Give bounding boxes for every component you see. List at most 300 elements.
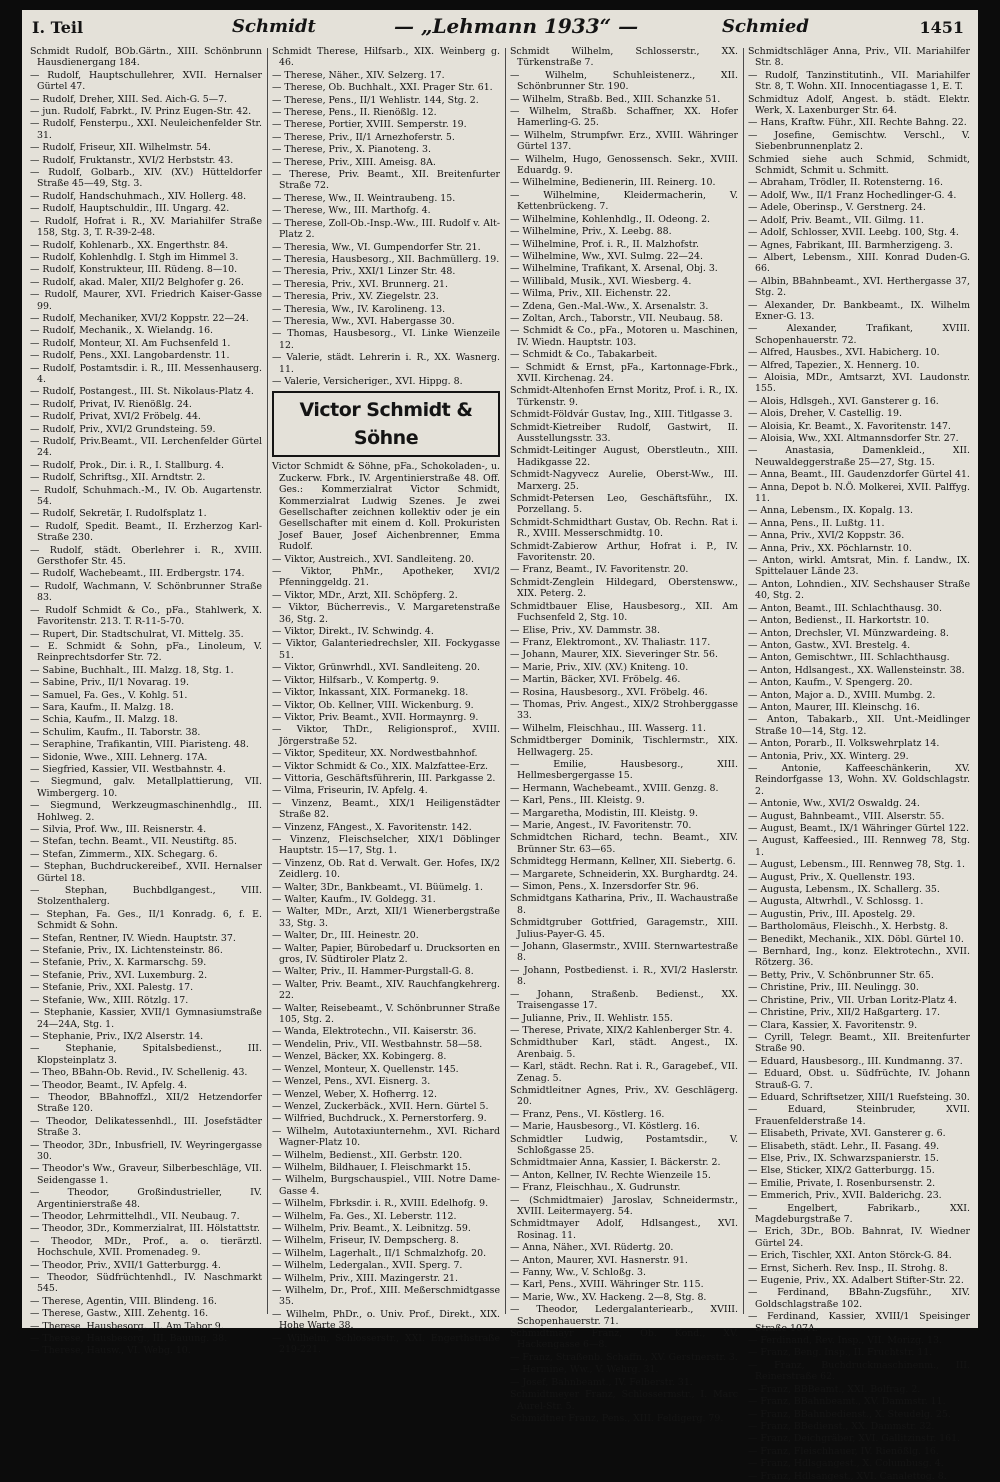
directory-entry: — Eduard, Obst. u. Südfrüchte, IV. Johann Strauß-G. 7. xyxy=(748,1068,970,1091)
directory-entry: — August, Lebensm., III. Rennweg 78, Stg. 1. xyxy=(748,859,966,871)
directory-entry: — Vinzenz, FAngest., X. Favoritenstr. 142. xyxy=(272,821,472,833)
directory-entry: — Sabine, Buchhalt., III. Malzg. 18, Stg. 1. xyxy=(30,664,234,676)
directory-entry: — Therese, Priv., XIII. Ameisg. 8A. xyxy=(272,156,436,168)
directory-entry: — Wilhelm, Schuhleistenerz., XII. Schönbrunner Str. 190. xyxy=(510,69,738,93)
directory-entry: — Therese, Hausw., VI. Webg. 10. xyxy=(30,1345,191,1357)
directory-entry: — Anna, Lebensm., IX. Kopalg. 13. xyxy=(748,505,913,517)
directory-entry: — Eduard, Steinbruder, XVII. Frauenfelderstraße 14. xyxy=(748,1104,970,1127)
directory-entry: Schmied siehe auch Schmid, Schmidt, Schmidt, Schmit u. Schmitt. xyxy=(748,153,970,177)
directory-entry: — Stephan, Buchbdlgangest., VIII. Stolzenthalerg. xyxy=(30,885,262,908)
directory-entry: — Stefanie, Priv., IX. Lichtensteinstr. 86. xyxy=(30,945,223,957)
directory-entry: — Aloisia, Ww., XXI. Altmannsdorfer Str. 27. xyxy=(748,433,959,444)
directory-entry: — Betty, Priv., V. Schönbrunner Str. 65. xyxy=(748,969,934,981)
directory-entry: — Rudolf, Pens., XXI. Langobardenstr. 11. xyxy=(30,350,230,362)
directory-entry: — Christine, Priv., XII/2 Haßgarterg. 17. xyxy=(748,1007,941,1019)
directory-entry: — Franz, Pens., VI. Köstlerg. 16. xyxy=(510,1108,665,1120)
directory-entry: — Marie, Hausbesorg., VI. Köstlerg. 16. xyxy=(510,1121,700,1133)
directory-entry: Schmidtuz Adolf, Angest. b. städt. Elektr. Werk, X. Laxenburger Str. 64. xyxy=(748,93,970,117)
directory-entry: — Anna, Depot b. N.Ö. Molkerei, XVII. Palffyg. 11. xyxy=(748,481,970,505)
directory-entry: — Else, Sticker, XIX/2 Gatterburgg. 15. xyxy=(748,1165,935,1177)
directory-entry: — Stephanie, Priv., IX/2 Alserstr. 14. xyxy=(30,1030,204,1042)
directory-entry: — Theodor, BBahnoffzl., XII/2 Hetzendorfer Straße 120. xyxy=(30,1091,262,1115)
directory-entry: — Adele, Oberinsp., V. Gerstnerg. 24. xyxy=(748,202,926,214)
directory-entry: — Viktor, MDr., Arzt, XII. Schöpferg. 2. xyxy=(272,589,458,601)
directory-entry: Schmidtner Franz, Pens., XIII. Feldigerg. 79. xyxy=(510,1412,724,1424)
directory-entry: — Adolf, Ww., II/1 Franz Hochedlinger-G. 4. xyxy=(748,189,957,201)
directory-entry: — Viktor, Austreich., XVI. Sandleiteng. 20. xyxy=(272,553,475,565)
directory-entry: — Wilhelm, Hugo, Genossensch. Sekr., XVIII. Eduardg. 9. xyxy=(510,153,738,177)
directory-entry: — August, Beamt., IX/1 Währinger Gürtel 122. xyxy=(748,823,969,834)
directory-entry: — Stephanie, Spitalsbedienst., III. Klopsteinplatz 3. xyxy=(30,1043,262,1066)
directory-entry: — Rudolf, Hauptschuldir., III. Ungarg. 42. xyxy=(30,203,230,215)
directory-entry: — Therese, Priv., X. Pianoteng. 3. xyxy=(272,144,431,156)
directory-entry: — Valerie, Versicheriger., XVI. Hippg. 8. xyxy=(272,375,463,387)
directory-entry: — Wilhelm, Bedienst., XII. Gerbstr. 120. xyxy=(272,1149,463,1161)
directory-entry: — Bartholomäus, Fleischh., X. Herbstg. 8. xyxy=(748,921,949,933)
directory-entry: Victor Schmidt & Söhne, pFa., Schokoladen-, u. Zuckerw. Fbrk., IV. Argentinierstraße 48. Off. Ges.: Kommerzialrat Victor Schmidt, Kommerzialrat Ludwig Szenes. Je zwei Gesellschafter zeichnen kollektiv oder je ein Gesellschafter mit einem d. Koll. Prokuristen Josef Bauer, Josef Aichenbrenner, Emma Rudolf. xyxy=(272,461,500,553)
directory-entry: — Stephan, Buchdruckereibef., XVII. Hernalser Gürtel 18. xyxy=(30,861,262,884)
directory-entry: — Theodor, Lehrmittelhdl., VII. Neubaug. 7. xyxy=(30,1211,240,1222)
directory-entry: — Rudolf, Friseur, XII. Wilhelmstr. 54. xyxy=(30,142,211,154)
directory-entry: — Rudolf, Privat, XVI/2 Fröbelg. 44. xyxy=(30,411,201,423)
directory-entry: Schmidtleitner Agnes, Priv., XV. Geschlägerg. 20. xyxy=(510,1084,738,1108)
directory-entry: — Theodor, 3Dr., Kommerzialrat, III. Hölstattstr. xyxy=(30,1223,260,1235)
directory-entry: — Wenzel, Zuckerbäck., XVII. Hern. Gürtel 5. xyxy=(272,1100,489,1112)
directory-entry: — Christine, Priv., III. Neulingg. 30. xyxy=(748,982,919,994)
directory-entry: — Viktor, Bücherrevis., V. Margaretenstraße 36, Stg. 2. xyxy=(272,602,500,625)
directory-entry: — August, Bahnbeamt., VIII. Alserstr. 55. xyxy=(748,810,945,822)
directory-entry: — Wilhelm, Dr., Prof., XIII. Meßerschmidtgasse 35. xyxy=(272,1285,500,1308)
header-right-name: Schmied xyxy=(722,16,809,37)
directory-entry: — Anna, Pens., II. Lußtg. 11. xyxy=(748,517,885,529)
directory-entry: — Rudolf, Wachebeamt., III. Erdbergstr. 174. xyxy=(30,568,245,580)
directory-entry: — Zoltan, Arch., Taborstr., VII. Neubaug. 58. xyxy=(510,312,723,324)
directory-entry: — Wilhelm, Straßb. Schaffner, XX. Hofer Hamerling-G. 25. xyxy=(510,106,738,129)
directory-entry: — Johann, Glasermstr., XVIII. Sternwartestraße 8. xyxy=(510,941,738,964)
directory-entry: — Clara, Kassier, X. Favoritenstr. 9. xyxy=(748,1019,918,1031)
directory-entry: — Theresia, Ww., XVI. Habergasse 30. xyxy=(272,315,455,327)
directory-entry: — Stefan, Rentner, IV. Wiedn. Hauptstr. 37. xyxy=(30,932,236,944)
directory-entry: — Rudolf, Hauptschullehrer, XVII. Hernalser Gürtel 47. xyxy=(30,69,262,93)
directory-entry: — Anton, wirkl. Amtsrat, Min. f. Landw., IX. Spittelauer Lände 23. xyxy=(748,555,970,578)
directory-entry: — Therese, Portier, XVIII. Semperstr. 19. xyxy=(272,119,467,131)
directory-entry: — Wilhelm, Fbrksdir. i. R., XVIII. Edelhofg. 9. xyxy=(272,1198,489,1210)
directory-entry: — Rudolf, Wachmann, V. Schönbrunner Straße 83. xyxy=(30,580,262,604)
directory-entry: — Anton, Drechsler, VI. Münzwardeing. 8. xyxy=(748,627,949,639)
column-1 xyxy=(30,46,262,1357)
directory-entry: — Viktor, Galanteriedrechsler, XII. Fockygasse 51. xyxy=(272,638,500,661)
directory-entry: Schmidtchen Richard, techn. Beamt., XIV. Brünner Str. 63—65. xyxy=(510,832,738,855)
directory-entry: — Rudolf, Schuhmach.-M., IV. Ob. Augartenstr. 54. xyxy=(30,484,262,508)
header-title: — „Lehmann 1933“ — xyxy=(394,14,639,38)
directory-entry: — Rudolf, Spedit. Beamt., II. Erzherzog Karl-Straße 230. xyxy=(30,520,262,544)
directory-entry: Schmidtegg Hermann, Kellner, XII. Siebertg. 6. xyxy=(510,856,736,868)
directory-entry: — Wilhelm, Schlosserstr., XXI. Engerthstraße 219-221. xyxy=(272,1332,500,1356)
directory-entry: Schmidt-Zabierow Arthur, Hofrat i. P., IV. Favoritenstr. 20. xyxy=(510,540,738,564)
directory-entry: — Walter, Dr., III. Heinestr. 20. xyxy=(272,930,419,942)
directory-entry: — Therese, Pens., II. Rienößlg. 12. xyxy=(272,107,437,119)
directory-entry: — Wilhelmine, Trafikant, X. Arsenal, Obj. 3. xyxy=(510,263,718,275)
directory-entry: — Anton, Kaufm., V. Spengerg. 20. xyxy=(748,677,913,689)
directory-entry: — Vilma, Friseurin, IV. Apfelg. 4. xyxy=(272,785,428,797)
directory-entry: — Theodor, Südfrüchtenhdl., IV. Naschmarkt 545. xyxy=(30,1272,262,1295)
directory-entry: Schmidt-Leitinger August, Oberstleutn., XIII. Hadikgasse 22. xyxy=(510,445,738,468)
directory-entry: Schmidt Therese, Hilfsarb., XIX. Weinberg g. 46. xyxy=(272,46,500,69)
directory-entry: — Wilhelm, Fleischhau., III. Wasserg. 11. xyxy=(510,722,707,734)
directory-entry: — Walter, Priv., II. Hammer-Purgstall-G. 8. xyxy=(272,966,474,978)
directory-entry: — Franz, Hdlsangest., XVI. Canalettog. 8. xyxy=(748,1470,947,1482)
directory-entry: — Theodor, Ledergalanteriearb., XVIII. Schopenhauerstr. 71. xyxy=(510,1304,738,1327)
directory-entry: — Wilma, Priv., XII. Eichenstr. 22. xyxy=(510,288,671,300)
directory-entry: Schmidt-Altenhofen Ernst Moritz, Prof. i. R., IX. Türkenstr. 9. xyxy=(510,385,738,408)
directory-entry: — Josefine, Gemischtw. Verschl., V. Siebenbrunnenplatz 2. xyxy=(748,129,970,153)
directory-entry: — Antonie, Kaffeeschänkerin, XV. Reindorfgasse 13, Wohn. XV. Goldschlagstr. 2. xyxy=(748,762,970,797)
directory-entry: — Anton, Gastw., XVI. Brestelg. 4. xyxy=(748,639,911,651)
directory-entry: — Franz, Elektromont., XV. Thaliastr. 117. xyxy=(510,636,711,648)
directory-entry: — Alois, Dreher, V. Castellig. 19. xyxy=(748,408,902,420)
directory-entry: — Anna, Näher., XVI. Rüdertg. 20. xyxy=(510,1242,674,1254)
directory-entry: — Emmerich, Priv., XVII. Balderichg. 23. xyxy=(748,1190,942,1202)
directory-entry: — Elise, Priv., XV. Dammstr. 38. xyxy=(510,624,660,636)
directory-entry: — Ferdinand, Kassier, XVIII/1 Speisinger Straße 107A. xyxy=(748,1311,970,1334)
directory-entry: — Silvia, Prof. Ww., III. Reisnerstr. 4. xyxy=(30,824,207,835)
directory-entry: — Theodor, MDr., Prof., a. o. tierärztl. Hochschule, XVII. Promenadeg. 9. xyxy=(30,1235,262,1259)
directory-entry: — Adolf, Priv. Beamt., VII. Gilmg. 11. xyxy=(748,214,924,226)
directory-entry: — Rudolf, Konstrukteur, III. Rüdeng. 8—10. xyxy=(30,264,238,276)
directory-entry: — Franz, Straßenb. Schaffn., XV. Gerstnerstr. 3. xyxy=(510,1351,738,1363)
directory-entry: — Wilhelm, Burgschauspiel., VIII. Notre Dame-Gasse 4. xyxy=(272,1174,500,1197)
directory-entry: — Antonia, Priv., XX. Winterg. 29. xyxy=(748,750,909,762)
directory-entry: — Schmidt & Co., pFa., Motoren u. Maschinen, IV. Wiedn. Hauptstr. 103. xyxy=(510,325,738,348)
page-header xyxy=(22,10,978,44)
directory-entry: — Franz, Fleischhau., X. Gudrunstr. xyxy=(510,1182,681,1194)
directory-entry: — Karl, Pens., III. Kleistg. 9. xyxy=(510,795,645,807)
directory-entry: — Rudolf, Hofrat i. R., XV. Mariahilfer Straße 158, Stg. 3, T. R-39-2-48. xyxy=(30,215,262,239)
directory-entry: — Rudolf, Monteur, XI. Am Fuchsenfeld 1. xyxy=(30,337,231,349)
directory-entry: — Augusta, Altwrhdl., V. Schlossg. 1. xyxy=(748,896,924,908)
directory-entry: — Wilhelmine, Kohlenhdlg., II. Odeong. 2. xyxy=(510,213,711,225)
directory-entry: — Julianne, Priv., II. Wehlistr. 155. xyxy=(510,1012,673,1024)
directory-entry: — Wenzel, Pens., XVI. Eisnerg. 3. xyxy=(272,1076,431,1088)
directory-entry: — Wilhelmine, Prof. i. R., II. Malzhofstr. xyxy=(510,238,699,250)
directory-entry: — Viktor, Spediteur, XX. Nordwestbahnhof. xyxy=(272,748,478,760)
directory-entry: — Rudolf, Handschuhmach., XIV. Hollerg. 48. xyxy=(30,190,247,202)
directory-entry: — Theresia, Priv., XVI. Brunnerg. 21. xyxy=(272,278,448,290)
directory-entry: — Franz, Buchdruckmaschinenm., III. Reinerstraße 62. xyxy=(748,1359,970,1383)
directory-entry: — Viktor, Ob. Kellner, VIII. Wickenburg. 9. xyxy=(272,699,474,711)
column-rule xyxy=(743,48,744,1314)
directory-entry: — Theodor, Priv., XVII/1 Gatterburgg. 4. xyxy=(30,1259,221,1271)
directory-entry: — Rudolf, Kohlenarb., XX. Engerthstr. 84. xyxy=(30,239,229,251)
directory-entry: — Theodor, Delikatessenhdl., III. Josefstädter Straße 3. xyxy=(30,1115,262,1139)
directory-entry: — Wendelin, Priv., VII. Westbahnstr. 58—58. xyxy=(272,1038,483,1050)
directory-entry: — Engelbert, Fabrikarb., XXI. Magdeburgstraße 7. xyxy=(748,1202,970,1225)
directory-entry: — Rupert, Dir. Stadtschulrat, VI. Mittelg. 35. xyxy=(30,628,244,640)
directory-entry: — jun. Rudolf, Fabrkt., IV. Prinz Eugen-Str. 42. xyxy=(30,106,252,118)
directory-entry: — Erich, 3Dr., BOb. Bahnrat, IV. Wiedner Gürtel 24. xyxy=(748,1226,970,1249)
directory-entry: Schmidt-Földvár Gustav, Ing., XIII. Titlgasse 3. xyxy=(510,409,733,421)
page-number: 1451 xyxy=(919,18,964,37)
directory-entry: — Walter, Reisebeamt., V. Schönbrunner Straße 105, Stg. 2. xyxy=(272,1002,500,1026)
directory-entry: — Rudolf, Kohlenhdlg. I. Stgh im Himmel 3. xyxy=(30,251,239,263)
directory-entry: — Elisabeth, Private, XVI. Gansterer g. 6. xyxy=(748,1128,946,1140)
directory-entry: Schmidt-Nagyvecz Aurelie, Oberst-Ww., III. Marxerg. 25. xyxy=(510,469,738,492)
directory-entry: — Fanny, Ww., V. Schloßg. 3. xyxy=(510,1267,646,1279)
directory-entry: — Rudolf, Schriftsg., XII. Arndtstr. 2. xyxy=(30,472,206,484)
directory-entry: Schmidtmayr Franz, Ob. Kond., XV. Hackengasse 6—8. xyxy=(510,1328,738,1351)
directory-entry: — Wilfried, Buchdruck., X. Pernerstorferg. 9. xyxy=(272,1113,487,1125)
directory-entry: — Franz, Beamt., IV. Favoritenstr. 20. xyxy=(510,564,689,576)
directory-entry: — Thomas, Hausbesorg., VI. Linke Wienzeile 12. xyxy=(272,328,500,351)
directory-entry: — Therese, Ww., III. Marthofg. 4. xyxy=(272,205,431,217)
directory-entry: — Therese, Näher., XIV. Selzerg. 17. xyxy=(272,69,445,81)
directory-entry: Schmidtgruber Gottfried, Garagemstr., XIII. Julius-Payer-G. 45. xyxy=(510,917,738,940)
directory-entry: — Walter, MDr., Arzt, XII/1 Wienerbergstraße 33, Stg. 3. xyxy=(272,906,500,929)
header-part: I. Teil xyxy=(32,18,84,37)
directory-entry: — Emilie, Private, I. Rosenbursenstr. 2. xyxy=(748,1177,936,1189)
directory-entry: — Viktor, Inkassant, XIX. Formanekg. 18. xyxy=(272,687,469,699)
directory-entry: — Bernhard, Ing., konz. Elektrotechn., XVII. Rötzerg. 36. xyxy=(748,946,970,969)
directory-entry: — Vittoria, Geschäftsführerin, III. Parkgasse 2. xyxy=(272,772,496,784)
directory-entry: — Samuel, Fa. Ges., V. Kohlg. 51. xyxy=(30,689,188,701)
directory-entry: — Viktor, Grünwrhdl., XVI. Sandleiteng. 20. xyxy=(272,662,480,674)
directory-entry: — E. Schmidt & Sohn, pFa., Linoleum, V. Reinprechtsdorfer Str. 72. xyxy=(30,640,262,664)
directory-entry: — Seraphine, Trafikantin, VIII. Piaristeng. 48. xyxy=(30,739,249,751)
directory-entry: — Walter, Priv. Beamt., XIV. Rauchfangkehrerg. 22. xyxy=(272,978,500,1002)
directory-entry: — Theresia, Priv., XXI/1 Linzer Str. 48. xyxy=(272,266,456,278)
directory-entry: — Vinzenz, Fleischselcher, XIX/1 Döblinger Hauptstr. 15—17, Stg. 1. xyxy=(272,833,500,857)
directory-entry: — Albin, BBahnbeamt., XVI. Herthergasse 37, Stg. 2. xyxy=(748,275,970,299)
directory-entry: — Theresia, Ww., IV. Karolineng. 13. xyxy=(272,303,446,315)
directory-entry: — Benedikt, Mechanik., XIX. Döbl. Gürtel 10. xyxy=(748,933,964,945)
directory-entry: — Eduard, Hausbesorg., III. Kundmanng. 37. xyxy=(748,1055,963,1067)
directory-entry: — Rudolf Schmidt & Co., pFa., Stahlwerk, X. Favoritenstr. 213. T. R-11-5-70. xyxy=(30,604,262,628)
directory-entry: Schmidtschläger Anna, Priv., VII. Mariahilfer Str. 8. xyxy=(748,46,970,69)
directory-entry: — Theresia, Ww., VI. Gumpendorfer Str. 21. xyxy=(272,241,481,253)
directory-entry: — Alois, Hdlsgeh., XVI. Gansterer g. 16. xyxy=(748,395,939,407)
directory-entry: — Ferdinand, Rev. Insp., VII. Morizg. 13. xyxy=(748,1335,942,1347)
directory-entry: — Antonie, Ww., XVI/2 Oswaldg. 24. xyxy=(748,798,920,810)
directory-entry: Schmidtgans Katharina, Priv., II. Wachaustraße 8. xyxy=(510,893,738,916)
directory-entry: — Theodor's Ww., Graveur, Silberbeschläge, VII. Seidengasse 1. xyxy=(30,1163,262,1186)
directory-entry: — Schmidt & Ernst, pFa., Kartonnage-Fbrk., XVII. Kirchenag. 24. xyxy=(510,361,738,384)
directory-entry: Schmidt-Schmidthart Gustav, Ob. Rechn. Rat i. R., XVIII. Messerschmidtg. 10. xyxy=(510,516,738,540)
directory-entry: — Marie, Priv., XIV. (XV.) Kniteng. 10. xyxy=(510,661,689,673)
directory-entry: — Anton, Kellner, IV. Rechte Wienzeile 15. xyxy=(510,1169,711,1181)
directory-entry: — Hermann, Wachebeamt., XVIII. Genzg. 8. xyxy=(510,782,719,794)
directory-entry: — Abraham, Trödler, II. Rotensterng. 16. xyxy=(748,177,943,189)
directory-entry: — Aloisia, Kr. Beamt., X. Favoritenstr. 147. xyxy=(748,420,951,432)
directory-entry: — Theodor, Großindustrieller, IV. Argentinierstraße 48. xyxy=(30,1187,262,1210)
directory-entry: — Therese, Ob. Buchhalt., XXI. Prager Str. 61. xyxy=(272,82,493,94)
directory-entry: — Anna, Priv., XVI/2 Koppstr. 36. xyxy=(748,530,905,542)
directory-entry: — August, Kaffeesied., III. Rennweg 78, Stg. 1. xyxy=(748,835,970,858)
directory-entry: — Stefan, techn. Beamt., VII. Neustiftg. 85. xyxy=(30,836,237,848)
directory-entry: — Rudolf, Postamtsdir. i. R., III. Messenhauserg. 4. xyxy=(30,362,262,385)
directory-entry: — Anton, Beamt., III. Schlachthausg. 30. xyxy=(748,602,942,614)
directory-entry: — Stephan, Fa. Ges., II/1 Konradg. 6, f. E. Schmidt & Sohn. xyxy=(30,908,262,932)
directory-entry: — Albert, Lebensm., XIII. Konrad Duden-G. 66. xyxy=(748,251,970,275)
directory-entry: — Vinzenz, Ob. Rat d. Verwalt. Ger. Hofes, IX/2 Zeidlerg. 10. xyxy=(272,857,500,881)
directory-entry: — Wenzel, Monteur, X. Quellenstr. 145. xyxy=(272,1063,459,1075)
directory-entry: — Theodor, Beamt., IV. Apfelg. 4. xyxy=(30,1079,188,1091)
directory-entry: — Wilhelm, Fa. Ges., XI. Leberstr. 112. xyxy=(272,1210,457,1222)
directory-entry: Schmidtler Ludwig, Postamtsdir., V. Schloßgasse 25. xyxy=(510,1133,738,1156)
directory-entry: — Rudolf, Tanzinstitutinh., VII. Mariahilfer Str. 8, T. Wohn. XII. Innocentiagasse 1, E. T. xyxy=(748,69,970,93)
directory-entry: — Wilhelm, Ledergalan., XVII. Sperg. 7. xyxy=(272,1260,463,1272)
directory-entry: — Wenzel, Weber, X. Hofherrg. 12. xyxy=(272,1088,437,1100)
directory-entry: — Walter, 3Dr., Bankbeamt., VI. Büümelg. 1. xyxy=(272,881,484,893)
directory-entry: — Therese, Agentin, VIII. Blindeng. 16. xyxy=(30,1295,217,1307)
directory-entry: — Anastasia, Damenkleid., XII. Neuwaldeggerstraße 25—27, Stg. 15. xyxy=(748,445,970,468)
directory-entry: — Wilhelm, Straßb. Bed., XIII. Schanzke 51. xyxy=(510,93,721,105)
directory-entry: — Rudolf, Mechaniker, XVI/2 Koppstr. 22—24. xyxy=(30,312,249,324)
directory-entry: — Stefan, Zimmerm., XIX. Schegarg. 6. xyxy=(30,848,218,860)
directory-entry: — Therese, Zoll-Ob.-Insp.-Ww., III. Rudolf v. Alt-Platz 2. xyxy=(272,217,500,241)
directory-entry: — Else, Priv., IX. Schwarzspanierstr. 15. xyxy=(748,1152,939,1164)
directory-entry: — Wilhelm, Autotaxiunternehm., XVI. Richard Wagner-Platz 10. xyxy=(272,1125,500,1149)
directory-entry: — Wilhelmine, Priv., X. Leebg. 88. xyxy=(510,226,672,238)
directory-entry: — Wilhelm, Lagerhalt., II/1 Schmalzhofg. 20. xyxy=(272,1247,487,1259)
directory-entry: — Wilhelm, Priv. Beamt., X. Leibnitzg. 59. xyxy=(272,1222,471,1234)
directory-entry: — Martin, Bäcker, XVI. Fröbelg. 46. xyxy=(510,674,681,686)
directory-entry: — Willibald, Musik., XVI. Wiesberg. 4. xyxy=(510,275,692,287)
directory-entry: — Margaretha, Modistin, III. Kleistg. 9. xyxy=(510,807,698,819)
directory-entry: — Stefanie, Priv., XVI. Luxemburg. 2. xyxy=(30,969,208,981)
directory-entry: — Walter, Kaufm., IV. Goldegg. 31. xyxy=(272,894,436,905)
column-2 xyxy=(272,46,500,1356)
directory-entry: — Therese, Priv., II/1 Arnezhoferstr. 5. xyxy=(272,131,455,143)
directory-entry: — Therese, Hausbesorg., III. Bauung. 38. xyxy=(30,1333,228,1345)
column-4 xyxy=(748,46,970,1482)
directory-entry: — Karl, Pens., XVIII. Währinger Str. 115. xyxy=(510,1279,704,1291)
directory-entry: — Schulim, Kaufm., II. Taborstr. 38. xyxy=(30,726,201,738)
directory-entry: — Wanda, Elektrotechn., VII. Kaiserstr. 36. xyxy=(272,1026,477,1038)
directory-entry: — Rudolf, Sekretär, I. Rudolfsplatz 1. xyxy=(30,508,207,520)
directory-entry: — Theresia, Priv., XV. Ziegelstr. 23. xyxy=(272,291,439,303)
directory-entry: Schmidt-Petersen Leo, Geschäftsführ., IX. Porzellang. 5. xyxy=(510,493,738,516)
directory-entry: — Sara, Kaufm., II. Malzg. 18. xyxy=(30,701,174,713)
directory-entry: — Josef, Bahnbeamt., IV. Felberstr. 31. xyxy=(510,1376,693,1388)
directory-entry: — Franz, Hdlsgangest., X. Columbusg. 4. xyxy=(748,1458,944,1470)
directory-entry: — Franz, BBBeamt., XXI. Bolfrag. 2. xyxy=(748,1383,921,1395)
directory-entry: — Aloisia, MDr., Amtsarzt, XVI. Laudonstr. 155. xyxy=(748,371,970,395)
directory-entry: — Sabine, Priv., II/1 Novarag. 19. xyxy=(30,677,190,689)
directory-entry: Schmidthuber Karl, städt. Angest., IX. Arenbaig. 5. xyxy=(510,1037,738,1060)
directory-entry: — Rudolf, Prok., Dir. i. R., I. Stallburg. 4. xyxy=(30,459,224,471)
directory-entry: — Therese, Gastw., XIII. Zehentg. 16. xyxy=(30,1308,209,1320)
header-left-name: Schmidt xyxy=(232,16,316,37)
directory-entry: — Rudolf, städt. Oberlehrer i. R., XVIII. Gersthofer Str. 45. xyxy=(30,544,262,568)
directory-entry: — Erich, Tischler, XXI. Anton Störck-G. 84. xyxy=(748,1250,952,1262)
directory-entry: — Anna, Priv., XX. Pöchlarnstr. 10. xyxy=(748,542,912,554)
directory-entry: — Anton, Tabakarb., XII. Unt.-Meidlinger Straße 10—14, Stg. 12. xyxy=(748,714,970,737)
directory-entry: — Margarete, Schneiderin, XX. Burghardtg. 24. xyxy=(510,868,738,880)
directory-entry: — Sidonie, Wwe., XIII. Lehnerg. 17A. xyxy=(30,751,208,763)
directory-entry: Schmidtbauer Elise, Hausbesorg., XII. Am Fuchsenfeld 2, Stg. 10. xyxy=(510,600,738,624)
directory-entry: — Theodor, 3Dr., Inbusfriell, IV. Weyringergasse 30. xyxy=(30,1139,262,1162)
directory-entry: — Eduard, Schriftsetzer, XIII/1 Ruefsteing. 30. xyxy=(748,1091,970,1103)
directory-entry: — Christine, Priv., VII. Urban Loritz-Platz 4. xyxy=(748,994,957,1006)
directory-entry: Schmidtmayer Adolf, Hdlsangest., XVI. Rosinag. 11. xyxy=(510,1218,738,1241)
directory-entry: — Marie, Ww., XV. Hackeng. 2—8, Stg. 8. xyxy=(510,1291,707,1303)
directory-entry: — Wilhelm, Bildhauer, I. Fleischmarkt 15. xyxy=(272,1161,471,1173)
directory-entry: — Schmidt & Co., Tabakarbeit. xyxy=(510,349,658,361)
directory-entry: — Siegmund, galv. Metallplattierung, VII. Wimbergerg. 10. xyxy=(30,776,262,799)
directory-entry: — Anton, Lohndien., XIV. Sechshauser Straße 40, Stg. 2. xyxy=(748,578,970,602)
directory-entry: — Wilhelm, Strumpfwr. Erz., XVIII. Währinger Gürtel 137. xyxy=(510,129,738,153)
directory-entry: — Franz, Beng. Insp., II. Fruchtstr. 11. xyxy=(748,1347,933,1359)
directory-entry: — Rudolf, Maurer, XVI. Friedrich Kaiser-Gasse 99. xyxy=(30,289,262,312)
directory-entry: — Theo, BBahn-Ob. Revid., IV. Schellenig. 43. xyxy=(30,1067,248,1079)
directory-entry: — Adolf, Schlosser, XVII. Leebg. 100, Stg. 4. xyxy=(748,227,959,239)
directory-entry: — Alfred, Tapezier., X. Hennerg. 10. xyxy=(748,359,920,371)
directory-entry: — Johann, Maurer, XIX. Sieveringer Str. 56. xyxy=(510,649,718,661)
directory-entry: — Augusta, Lebensm., IX. Schallerg. 35. xyxy=(748,884,940,896)
directory-entry: — Rudolf, Postangest., III. St. Nikolaus-Platz 4. xyxy=(30,386,254,398)
directory-entry: — Hans, Kraftw. Führ., XII. Rechte Bahng. 22. xyxy=(748,117,967,129)
directory-entry: — Wilhelm, PhDr., o. Univ. Prof., Direkt., XIX. Hohe Warte 38. xyxy=(272,1308,500,1332)
column-rule xyxy=(505,48,506,1314)
directory-entry: — Schia, Kaufm., II. Malzg. 18. xyxy=(30,714,178,726)
directory-entry: — Viktor, ThDr., Religionsprof., XVIII. Jörgerstraße 52. xyxy=(272,724,500,747)
directory-entry: — Anton, Hdlsangest., XX. Wallensteinstr. 38. xyxy=(748,664,965,676)
directory-entry: — Therese, Pens., II/1 Wehlistr. 144, Stg. 2. xyxy=(272,94,479,106)
directory-entry: — Siegmund, Werkzeugmaschinenhdlg., III. Hohlweg. 2. xyxy=(30,800,262,823)
directory-entry: — Viktor Schmidt & Co., XIX. Malzfattee-Erz. xyxy=(272,760,489,772)
directory-entry: — Thomas, Priv. Angest., XIX/2 Strohberggasse 33. xyxy=(510,698,738,722)
directory-entry: — Alexander, Trafikant, XVIII. Schopenhauerstr. 72. xyxy=(748,323,970,346)
directory-entry: — Wilhelm, Friseur, IV. Dempscherg. 8. xyxy=(272,1235,459,1247)
directory-entry: — Augustin, Priv., III. Apostelg. 29. xyxy=(748,908,916,920)
directory-entry: — Rudolf, Golbarb., XIV. (XV.) Hütteldorfer Straße 45—49, Stg. 3. xyxy=(30,167,262,190)
directory-entry: Schmidtberger Dominik, Tischlermstr., XIX. Hellwagerg. 25. xyxy=(510,735,738,758)
directory-entry: — Franz, Deichgräber, XVI. Gallitzinstr. 161. xyxy=(748,1433,961,1445)
directory-entry: Schmidtmaier Anna, Kassier, I. Bäckerstr. 2. xyxy=(510,1157,721,1169)
directory-entry: — Franz, Fleischhauer, IV. Rienößlg. 16. xyxy=(748,1445,939,1457)
directory-entry: — Therese, Private, XIX/2 Kahlenberger Str. 4. xyxy=(510,1024,733,1036)
directory-entry: — Anna, Beamt., III. Gaudenzdorfer Gürtel 41. xyxy=(748,469,970,481)
directory-entry: Schmidtmeyer Franz, Schlossermstr., I. Marc Aurel-Str. 5. xyxy=(510,1389,738,1412)
directory-entry: — Stefanie, Priv., XXI. Palestg. 17. xyxy=(30,982,194,994)
directory-entry: — August, Priv., X. Quellenstr. 193. xyxy=(748,871,916,883)
column-rule xyxy=(267,48,268,1314)
directory-entry: — Wilhelmine, Ww., XVI. Sulmg. 22—24. xyxy=(510,250,703,262)
directory-entry: — Ernst, Sicherh. Rev. Insp., II. Strohg. 8. xyxy=(748,1262,948,1274)
directory-entry: — Therese, Priv. Beamt., XII. Breitenfurter Straße 72. xyxy=(272,169,500,192)
directory-entry: — Anton, Porarb., II. Volkswehrplatz 14. xyxy=(748,738,940,750)
directory-entry: — Anton, Maurer, XVI. Hasnerstr. 91. xyxy=(510,1254,688,1266)
directory-entry: — Ferdinand, BBahn-Zugsführ., XIV. Goldschlagstraße 102. xyxy=(748,1287,970,1310)
directory-entry: — Rudolf, Fensterpu., XXI. Neuleichenfelder Str. 31. xyxy=(30,118,262,141)
directory-entry: — (Schmidtmaier) Jaroslav, Schneidermstr., XVIII. Leitermayerg. 54. xyxy=(510,1194,738,1217)
directory-entry: — Rudolf, Fruktanstr., XVI/2 Herbststr. 43. xyxy=(30,154,234,166)
directory-entry: — Hermine, Ww., V. Wehrg. 31. xyxy=(510,1364,659,1376)
directory-entry: — Anton, Maurer, III. Kleinschg. 16. xyxy=(748,701,920,713)
directory-entry: — Franz, BBahnbedienst., X. Steudelg. 25. xyxy=(748,1408,951,1420)
directory-entry: — Viktor, Direkt., IV. Schwindg. 4. xyxy=(272,626,434,638)
directory-entry: Schmidt Wilhelm, Schlosserstr., XX. Türkenstraße 7. xyxy=(510,46,738,69)
directory-entry: — Walter, Papier, Bürobedarf u. Drucksorten en gros, IV. Südtiroler Platz 2. xyxy=(272,942,500,966)
directory-page xyxy=(22,10,978,1482)
directory-entry: — Valerie, städt. Lehrerin i. R., XX. Wasnerg. 11. xyxy=(272,352,500,375)
directory-entry: — Johann, Straßenb. Bedienst., XX. Traisengasse 17. xyxy=(510,988,738,1012)
directory-entry: — Stephanie, Kassier, XVII/1 Gymnasiumstraße 24—24A, Stg. 1. xyxy=(30,1007,262,1030)
directory-entry: — Marie, Angest., IV. Favoritenstr. 70. xyxy=(510,820,692,831)
directory-entry: Schmidt-Zenglein Hildegard, Oberstensww., XIX. Peterg. 2. xyxy=(510,576,738,600)
directory-entry: — Agnes, Fabrikant, III. Barmherzigeng. 3. xyxy=(748,239,953,251)
directory-entry: — Emilie, Hausbesorg., XIII. Hellmesbergergasse 15. xyxy=(510,758,738,782)
